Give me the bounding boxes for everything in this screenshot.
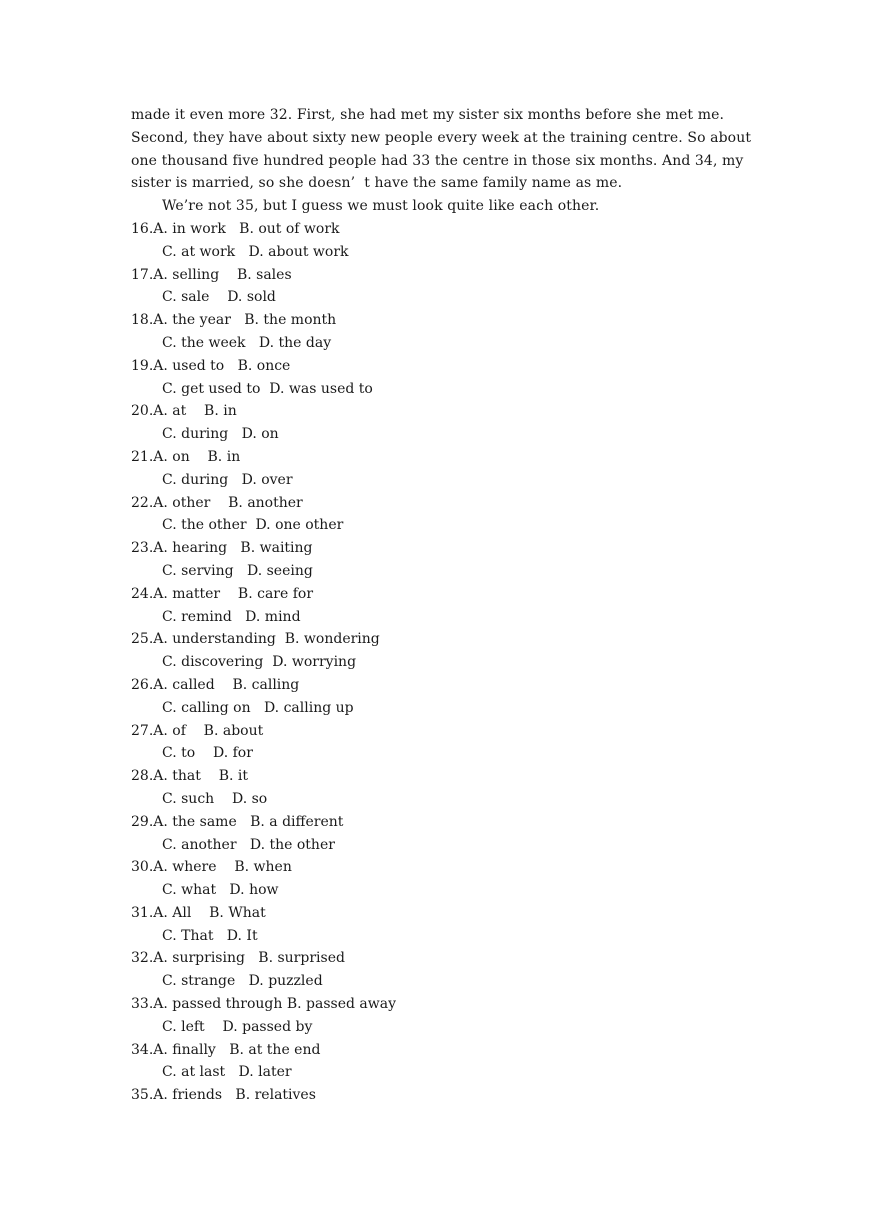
question-22 [131,492,741,538]
question-options-cd: C. another D. the other [162,836,335,853]
question-options-ab: 33.A. passed through B. passed away [131,996,397,1013]
question-29 [131,811,741,857]
passage [131,104,752,218]
question-options-ab: 19.A. used to B. once [131,357,291,374]
question-options-ab: 35.A. friends B. relatives [131,1087,316,1104]
question-33 [131,993,741,1039]
question-35 [131,1084,741,1107]
question-options-ab: 30.A. where B. when [131,859,292,876]
question-options-ab: 20.A. at B. in [131,403,237,420]
question-options-cd: C. during D. over [162,471,293,488]
question-options-cd: C. left D. passed by [162,1018,313,1035]
question-25 [131,628,741,674]
question-28 [131,765,741,811]
document-page [131,104,752,1107]
question-options-ab: 17.A. selling B. sales [131,266,292,283]
question-options-ab: 18.A. the year B. the month [131,312,337,329]
question-30 [131,856,741,902]
question-options-cd: C. to D. for [162,745,253,762]
question-options-ab: 16.A. in work B. out of work [131,220,340,237]
question-options-ab: 23.A. hearing B. waiting [131,540,313,557]
question-27 [131,720,741,766]
question-31 [131,902,741,948]
question-options-cd: C. sale D. sold [162,289,276,306]
question-options-cd: C. calling on D. calling up [162,699,354,716]
passage-line: Second, they have about sixty new people every week at the training centre. So about [131,129,752,146]
question-23 [131,537,741,583]
question-20 [131,400,741,446]
question-options-cd: C. strange D. puzzled [162,973,323,990]
question-options-cd: C. at work D. about work [162,243,349,260]
question-options-cd: C. such D. so [162,790,268,807]
question-options-ab: 26.A. called B. calling [131,676,300,693]
question-17 [131,264,741,310]
passage-line: sister is married, so she doesn’ t have the same family name as me. [131,175,623,192]
question-options-cd: C. serving D. seeing [162,562,313,579]
question-19 [131,355,741,401]
question-options-ab: 29.A. the same B. a different [131,813,344,830]
question-options-cd: C. That D. It [162,927,258,944]
question-options-cd: C. what D. how [162,882,279,899]
question-options-cd: C. discovering D. worrying [162,654,357,671]
question-options-ab: 22.A. other B. another [131,494,303,511]
question-options-ab: 27.A. of B. about [131,722,264,739]
question-options-cd: C. remind D. mind [162,608,301,625]
question-24 [131,583,741,629]
question-list [131,218,741,1107]
question-options-ab: 25.A. understanding B. wondering [131,631,380,648]
question-16 [131,218,741,264]
question-options-ab: 34.A. finally B. at the end [131,1041,321,1058]
question-options-ab: 32.A. surprising B. surprised [131,950,345,967]
question-options-ab: 24.A. matter B. care for [131,585,314,602]
question-32 [131,947,741,993]
question-options-cd: C. get used to D. was used to [162,380,373,397]
question-26 [131,674,741,720]
passage-line: made it even more 32. First, she had met my sister six months before she met me. [131,107,725,123]
question-options-cd: C. during D. on [162,426,279,443]
question-21 [131,446,741,492]
question-options-ab: 21.A. on B. in [131,448,241,465]
question-34 [131,1039,741,1085]
passage-line: one thousand five hundred people had 33 the centre in those six months. And 34, my [131,152,744,169]
question-options-cd: C. at last D. later [162,1064,292,1081]
question-options-ab: 28.A. that B. it [131,768,248,785]
passage-line: We’re not 35, but I guess we must look quite like each other. [162,198,600,215]
question-options-ab: 31.A. All B. What [131,904,266,921]
question-options-cd: C. the other D. one other [162,517,344,534]
question-options-cd: C. the week D. the day [162,334,332,351]
question-18 [131,309,741,355]
